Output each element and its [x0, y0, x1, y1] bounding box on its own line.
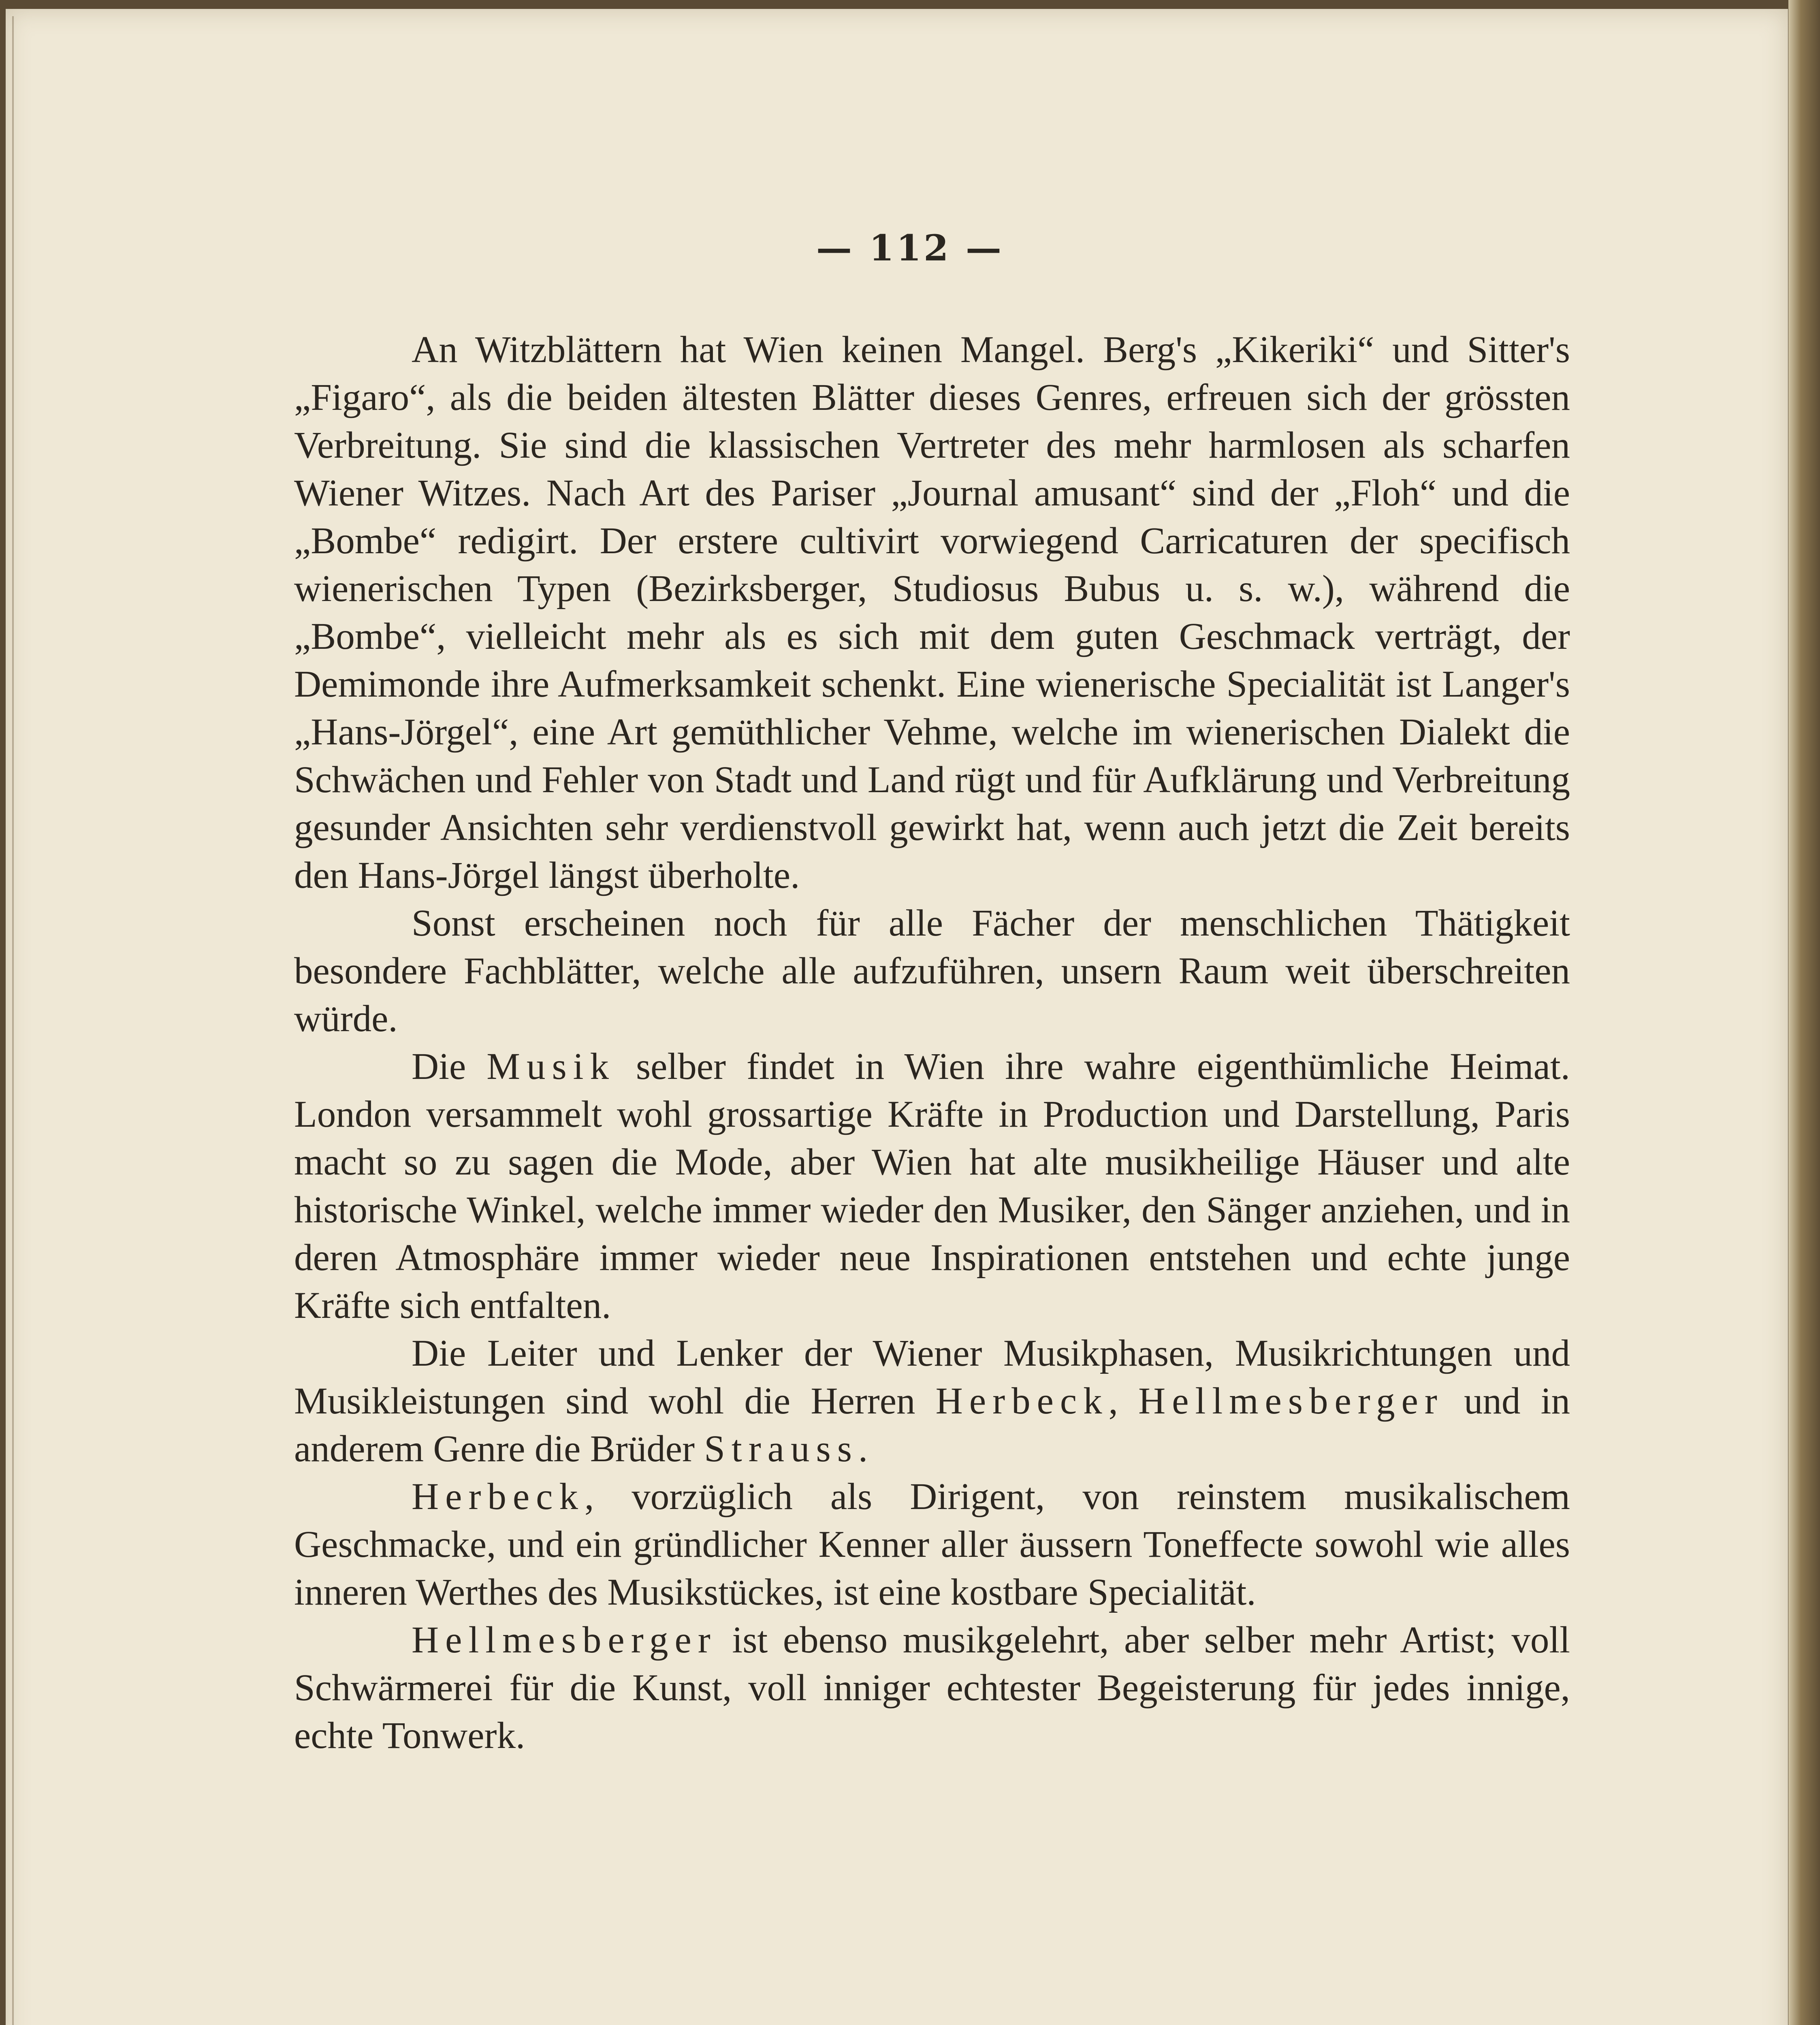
page-number: — 112 —: [816, 227, 1004, 269]
paragraph: [294, 900, 1570, 1043]
text-run: .: [858, 1428, 868, 1470]
text-run: Die Leiter und Lenker der Wiener Musikphasen, Musikrichtungen und Musikleistungen sind wohl die Herren: [294, 1332, 1570, 1422]
body-text: [294, 326, 1570, 1760]
text-run: , vorzüglich als Dirigent, von reinstem musikalischem Geschmacke, und ein gründlicher Kenner aller äussern Toneffecte sowohl wie alles inneren Werthes des Musikstückes, ist eine kostbare Specialität.: [294, 1476, 1570, 1613]
book-edge-right: [1788, 0, 1820, 2025]
spaced-emphasis: Strauss: [704, 1428, 858, 1470]
text-run: ist ebenso musikgelehrt, aber selber mehr Artist; voll Schwärmerei für die Kunst, voll inniger echtester Begeisterung für jedes innige, echte Tonwerk.: [294, 1619, 1570, 1756]
paragraph: [294, 1330, 1570, 1473]
spaced-emphasis: Hellmesberger: [412, 1619, 717, 1661]
paragraph: [294, 326, 1570, 900]
spaced-emphasis: Herbeck: [935, 1380, 1109, 1422]
text-run: ,: [1108, 1380, 1139, 1422]
text-run: selber findet in Wien ihre wahre eigenthümliche Heimat. London versammelt wohl grossartige Kräfte in Production und Darstellung, Paris macht so zu sagen die Mode, aber Wien hat alte musikheilige Häuser und alte historische Winkel, welche immer wieder den Musiker, den Sänger anziehen, und in deren Atmosphäre immer wieder neue Inspirationen entstehen und echte junge Kräfte sich entfalten.: [294, 1046, 1570, 1326]
text-run: Die: [412, 1046, 487, 1087]
spaced-emphasis: Musik: [486, 1046, 615, 1087]
text-run: Sonst erscheinen noch für alle Fächer der menschlichen Thätigkeit besondere Fachblätter, welche alle aufzuführen, unsern Raum weit überschreiten würde.: [294, 902, 1570, 1040]
spaced-emphasis: Herbeck: [412, 1476, 585, 1518]
paragraph: [294, 1616, 1570, 1760]
paragraph: [294, 1473, 1570, 1616]
spaced-emphasis: Hellmesberger: [1138, 1380, 1444, 1422]
text-run: An Witzblättern hat Wien keinen Mangel. Berg's „Kikeriki“ und Sitter's „Figaro“, als die beiden ältesten Blätter dieses Genres, erfreuen sich der grössten Verbreitung. Sie sind die klassischen Vertreter des mehr harmlosen als scharfen Wiener Witzes. Nach Art des Pariser „Journal amusant“ sind der „Floh“ und die „Bombe“ redigirt. Der erstere cultivirt vorwiegend Carricaturen der specifisch wienerischen Typen (Bezirksberger, Studiosus Bubus u. s. w.), während die „Bombe“, vielleicht mehr als es sich mit dem guten Geschmack verträgt, der Demimonde ihre Aufmerksamkeit schenkt. Eine wienerische Specialität ist Langer's „Hans-Jörgel“, eine Art gemüthlicher Vehme, welche im wienerischen Dialekt die Schwächen und Fehler von Stadt und Land rügt und für Aufklärung und Verbreitung gesunder Ansichten sehr verdienstvoll gewirkt hat, wenn auch jetzt die Zeit bereits den Hans-Jörgel längst überholte.: [294, 329, 1570, 896]
page-binding-line: [12, 16, 14, 2025]
paragraph: [294, 1043, 1570, 1330]
text-run: und in anderem Genre die Brüder: [294, 1380, 1570, 1470]
